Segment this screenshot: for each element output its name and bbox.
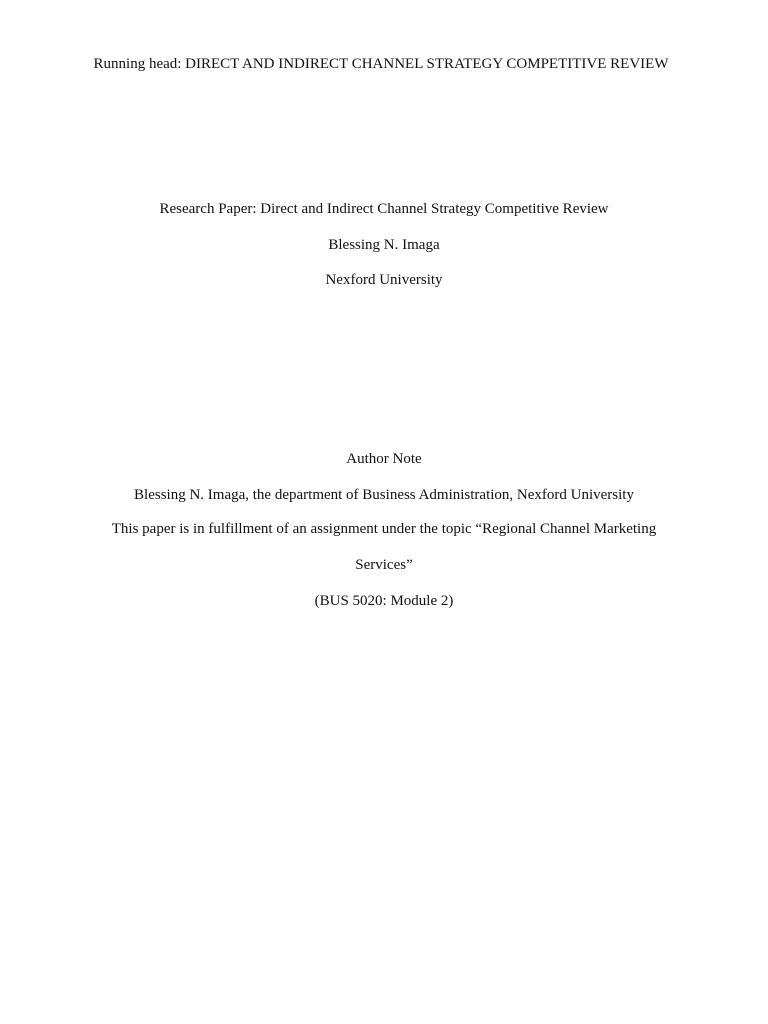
course-code: (BUS 5020: Module 2) xyxy=(314,593,454,609)
author-note-heading: Author Note xyxy=(346,451,422,467)
institution-name: Nexford University xyxy=(325,272,443,288)
running-head: Running head: DIRECT AND INDIRECT CHANNEL STRATEGY COMPETITIVE REVIEW xyxy=(93,56,669,72)
paper-title: Research Paper: Direct and Indirect Channel Strategy Competitive Review xyxy=(159,201,609,217)
author-note-block xyxy=(96,449,672,627)
title-block xyxy=(0,199,768,306)
author-affiliation: Blessing N. Imaga, the department of Business Administration, Nexford University xyxy=(134,486,634,503)
assignment-statement: This paper is in fulfillment of an assignment under the topic “Regional Channel Marketing Services” xyxy=(111,521,657,573)
author-name: Blessing N. Imaga xyxy=(328,236,440,253)
